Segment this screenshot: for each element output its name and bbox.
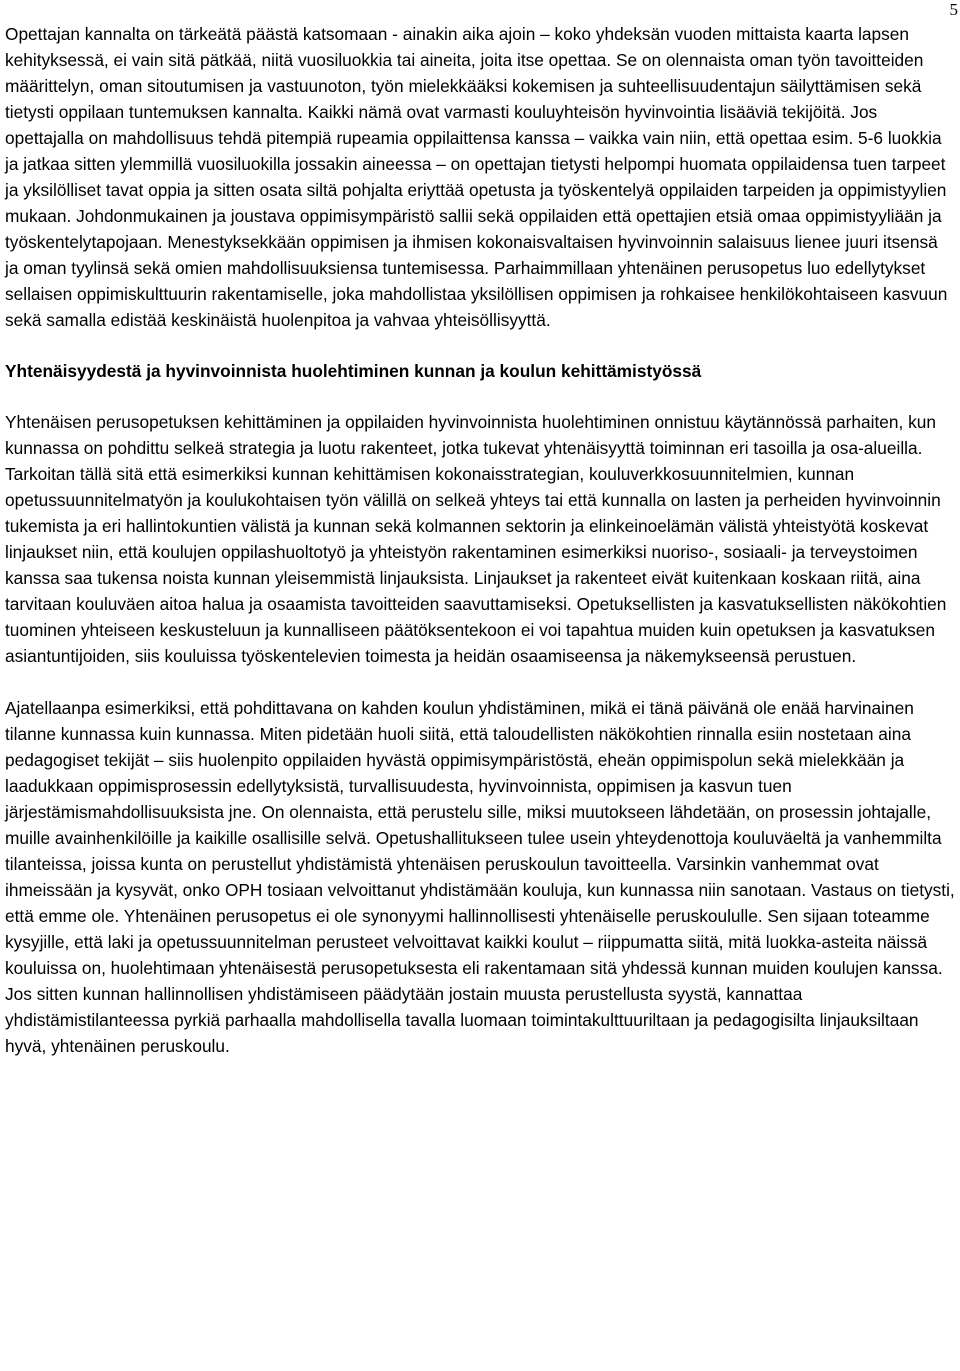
document-body: [5, 21, 955, 1059]
paragraph-municipal-strategy: Yhtenäisen perusopetuksen kehittäminen ja oppilaiden hyvinvoinnista huolehtiminen onnistuu käytännössä parhaiten, kun kunnassa on pohdittu selkeä strategia ja luotu rakenteet, jotka tukevat yhtenäisyyttä toiminnan eri tasoilla ja osa-alueilla. Tarkoitan tällä sitä että esimerkiksi kunnan kehittämisen kokonaisstrategian, kouluverkkosuunnitelmien, kunnan opetussuunnitelmatyön ja koulukohtaisen työn välillä on selkeä yhteys tai että kunnalla on lasten ja perheiden hyvinvoinnin tukemista ja eri hallintokuntien välistä ja kunnan sekä kolmannen sektorin ja elinkeinoelämän välistä yhteistyötä koskevat linjaukset niin, että koulujen oppilashuoltotyö ja yhteistyön rakentaminen esimerkiksi nuoriso-, sosiaali- ja terveystoimen kanssa saa tukensa noista kunnan yleisemmistä linjauksista. Linjaukset ja rakenteet eivät kuitenkaan koskaan riitä, aina tarvitaan kouluväen aitoa halua ja osaamista tavoitteiden saavuttamiseksi. Opetuksellisten ja kasvatuksellisten näkökohtien tuominen yhteiseen keskusteluun ja kunnalliseen päätöksentekoon ei voi tapahtua muiden kuin opetuksen ja kasvatuksen asiantuntijoiden, siis kouluissa työskentelevien toimesta ja heidän osaamiseensa ja näkemykseensä perustuen.: [5, 412, 947, 666]
page-number: 5: [949, 0, 958, 19]
paragraph-teacher-perspective: Opettajan kannalta on tärkeätä päästä katsomaan - ainakin aika ajoin – koko yhdeksän vuoden mittaista kaarta lapsen kehityksessä, ei vain sitä pätkää, niitä vuosiluokkia tai aineita, joita itse opettaa. Se on olennaista oman työn tavoitteiden määrittelyn, oman sitoutumisen ja vastuunoton, työn mielekkääksi kokemisen ja suhteellisuudentajun säilyttämisen sekä tietysti oppilaan tuntemuksen kannalta. Kaikki nämä ovat varmasti kouluyhteisön hyvinvointia lisääviä tekijöitä. Jos opettajalla on mahdollisuus tehdä pitempiä rupeamia oppilaittensa kanssa – vaikka vain niin, että opettaa esim. 5-6 luokkia ja jatkaa sitten ylemmillä vuosiluokilla jossakin aineessa – on opettajan tietysti helpompi huomata oppilaidensa tuen tarpeet ja yksilölliset tavat oppia ja sitten osata siltä pohjalta eriyttää opetusta ja työskentelyä oppilaiden tarpeiden ja oppimistyylien mukaan. Johdonmukainen ja joustava oppimisympäristö sallii sekä oppilaiden että opettajien etsiä omaa oppimistyyliään ja työskentelytapojaan. Menestyksekkään oppimisen ja ihmisen kokonaisvaltaisen hyvinvoinnin salaisuus lienee juuri itsensä ja oman tyylinsä sekä omien mahdollisuuksiensa tuntemisessa. Parhaimmillaan yhtenäinen perusopetus luo edellytykset sellaisen oppimiskulttuurin rakentamiselle, joka mahdollistaa yksilöllisen oppimisen ja rohkaisee henkilökohtaiseen kasvuun sekä samalla edistää keskinäistä huolenpitoa ja vahvaa yhteisöllisyyttä.: [5, 24, 948, 330]
paragraph-school-merger: Ajatellaanpa esimerkiksi, että pohdittavana on kahden koulun yhdistäminen, mikä ei tänä päivänä ole enää harvinainen tilanne kunnassa kuin kunnassa. Miten pidetään huoli siitä, että taloudellisten näkökohtien rinnalla esiin nostetaan aina pedagogiset tekijät – siis huolenpito oppilaiden hyvästä oppimisympäristöstä, eheän oppimispolun sekä mielekkään ja laadukkaan oppimisprosessin edellytyksistä, turvallisuudesta, hyvinvoinnista, oppimisen ja kasvun tuen järjestämismahdollisuuksista jne. On olennaista, että perustelu sille, miksi muutokseen lähdetään, on prosessin johtajalle, muille avainhenkilöille ja kaikille osallisille selvä. Opetushallitukseen tulee usein yhteydenottoja kouluväeltä ja vanhemmilta tilanteissa, joissa kunta on perustellut yhdistämistä yhtenäisen peruskoulun tavoitteella. Varsinkin vanhemmat ovat ihmeissään ja kysyvät, onko OPH tosiaan velvoittanut yhdistämään kouluja, kun kunnassa niin sanotaan. Vastaus on tietysti, että emme ole. Yhtenäinen perusopetus ei ole synonyymi hallinnollisesti yhtenäiselle peruskoululle. Sen sijaan toteamme kysyjille, että laki ja opetussuunnitelman perusteet velvoittavat kaikki koulut – riippumatta siitä, mitä luokka-asteita näissä kouluissa on, huolehtimaan yhtenäisestä perusopetuksesta eli rakentamaan sitä yhdessä kunnan muiden koulujen kanssa. Jos sitten kunnan hallinnollisen yhdistämiseen päädytään jostain muusta perustellusta syystä, kannattaa yhdistämistilanteessa pyrkiä parhaalla mahdollisella tavalla luomaan toimintakulttuuriltaan ja pedagogisilta linjauksiltaan hyvä, yhtenäinen peruskoulu.: [5, 698, 955, 1056]
section-heading: Yhtenäisyydestä ja hyvinvoinnista huolehtiminen kunnan ja koulun kehittämistyössä: [5, 361, 702, 381]
